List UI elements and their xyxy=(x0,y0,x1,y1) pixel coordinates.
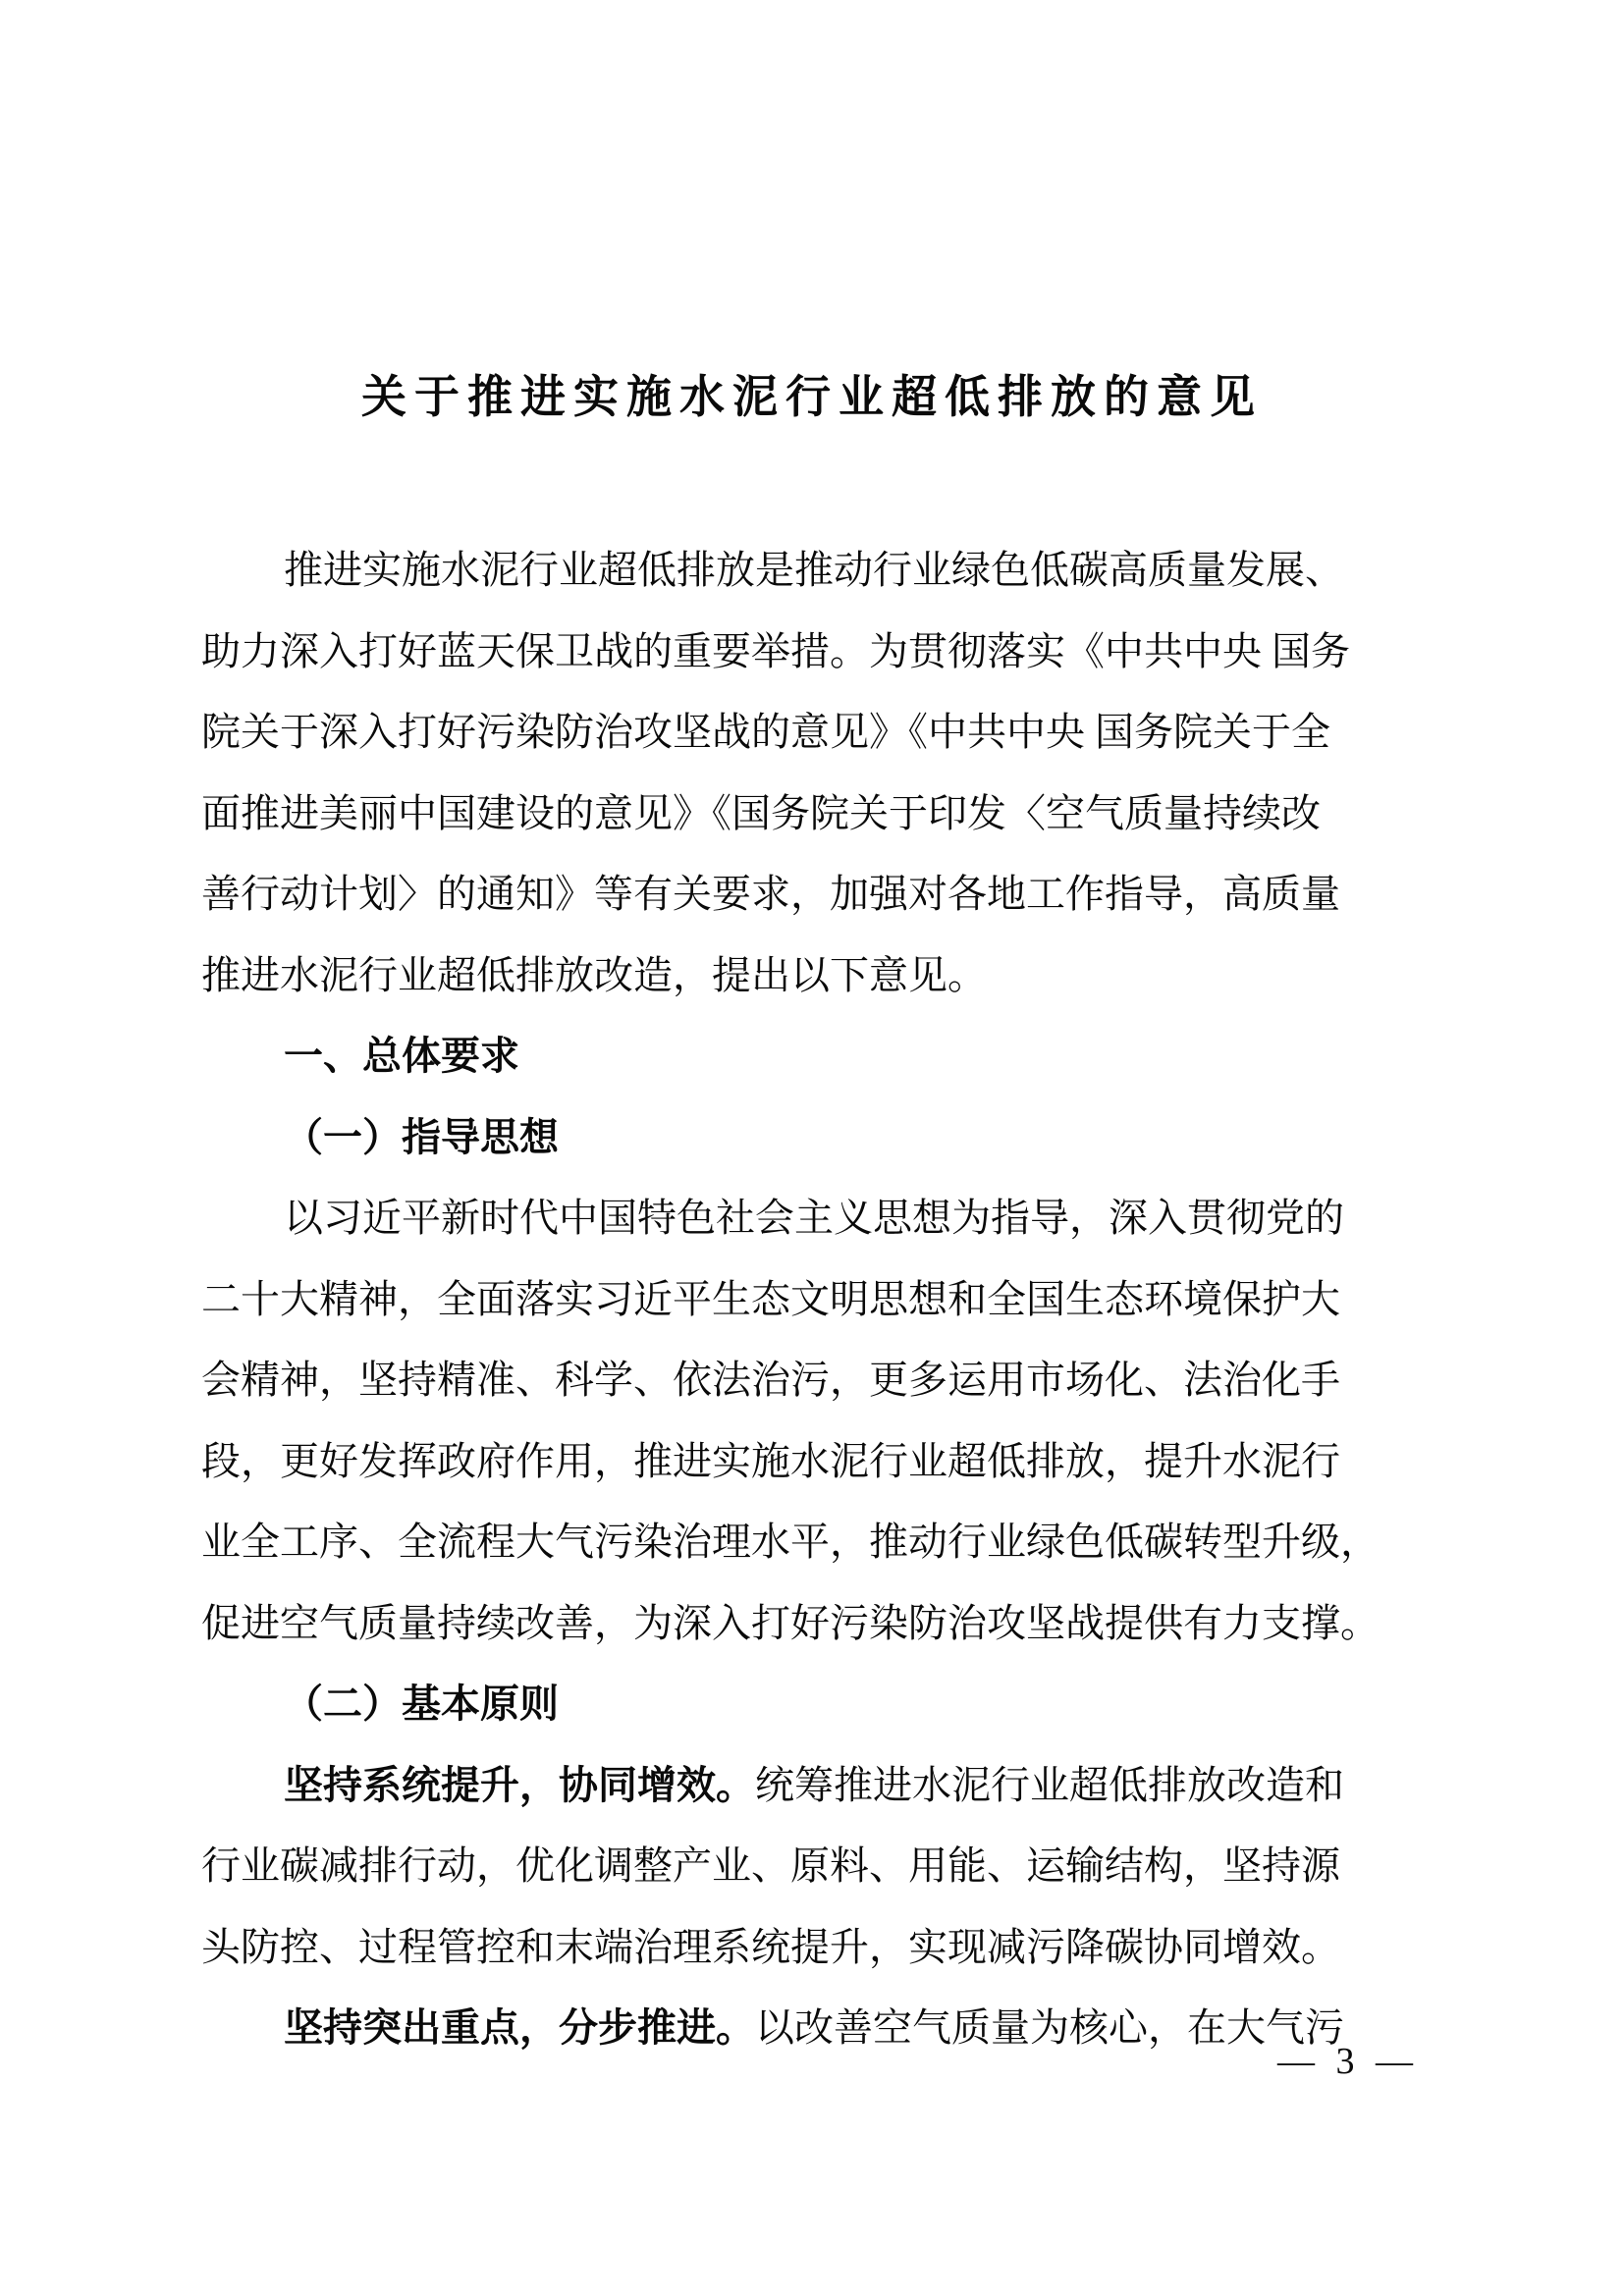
paragraph-line xyxy=(201,1988,1424,2069)
paragraph-line: 院关于深入打好污染防治攻坚战的意见》《中共中央 国务院关于全 xyxy=(201,710,1330,754)
paragraph-line: 促进空气质量持续改善，为深入打好污染防治攻坚战提供有力支撑。 xyxy=(201,1600,1380,1645)
paragraph-line: 助力深入打好蓝天保卫战的重要举措。为贯彻落实《中共中央 国务 xyxy=(201,628,1350,673)
paragraph-line: 业全工序、全流程大气污染治理水平，推动行业绿色低碳转型升级， xyxy=(201,1520,1380,1564)
paragraph-line: 行业碳减排行动，优化调整产业、原料、用能、运输结构，坚持源 xyxy=(201,1843,1340,1888)
paragraph-line: 二十大精神，全面落实习近平生态文明思想和全国生态环境保护大 xyxy=(201,1276,1340,1321)
document-title: 关于推进实施水泥行业超低排放的意见 xyxy=(361,371,1263,422)
paragraph-line: 面推进美丽中国建设的意见》《国务院关于印发〈空气质量持续改 xyxy=(201,790,1321,835)
paragraph-line: 推进水泥行业超低排放改造，提出以下意见。 xyxy=(201,952,987,997)
paragraph-line: 善行动计划〉的通知》等有关要求，加强对各地工作指导，高质量 xyxy=(201,872,1340,916)
page-number: — 3 — xyxy=(1277,2041,1419,2082)
paragraph-line: 段，更好发挥政府作用，推进实施水泥行业超低排放，提升水泥行 xyxy=(201,1438,1340,1483)
paragraph-text: 统筹推进水泥行业超低排放改造和 xyxy=(755,1762,1344,1807)
paragraph-line: 会精神，坚持精准、科学、依法治污，更多运用市场化、法治化手 xyxy=(201,1358,1340,1402)
subsection-heading-guiding-ideology: （一）指导思想 xyxy=(284,1114,559,1159)
section-heading-overall-requirements: 一、总体要求 xyxy=(284,1035,519,1078)
document-body xyxy=(201,530,1424,2069)
bold-lead-systematic-improvement: 坚持系统提升，协同增效。 xyxy=(284,1762,755,1807)
bold-lead-key-priorities: 坚持突出重点，分步推进。 xyxy=(284,2005,755,2050)
paragraph-text: 以改善空气质量为核心，在大气污 xyxy=(755,2005,1344,2050)
paragraph-line: 以习近平新时代中国特色社会主义思想为指导，深入贯彻党的 xyxy=(284,1196,1344,1240)
paragraph-line xyxy=(201,1745,1424,1827)
subsection-heading-basic-principles: （二）基本原则 xyxy=(284,1682,559,1726)
paragraph-line: 推进实施水泥行业超低排放是推动行业绿色低碳高质量发展、 xyxy=(284,548,1344,592)
paragraph-line: 头防控、过程管控和末端治理系统提升，实现减污降碳协同增效。 xyxy=(201,1924,1340,1969)
